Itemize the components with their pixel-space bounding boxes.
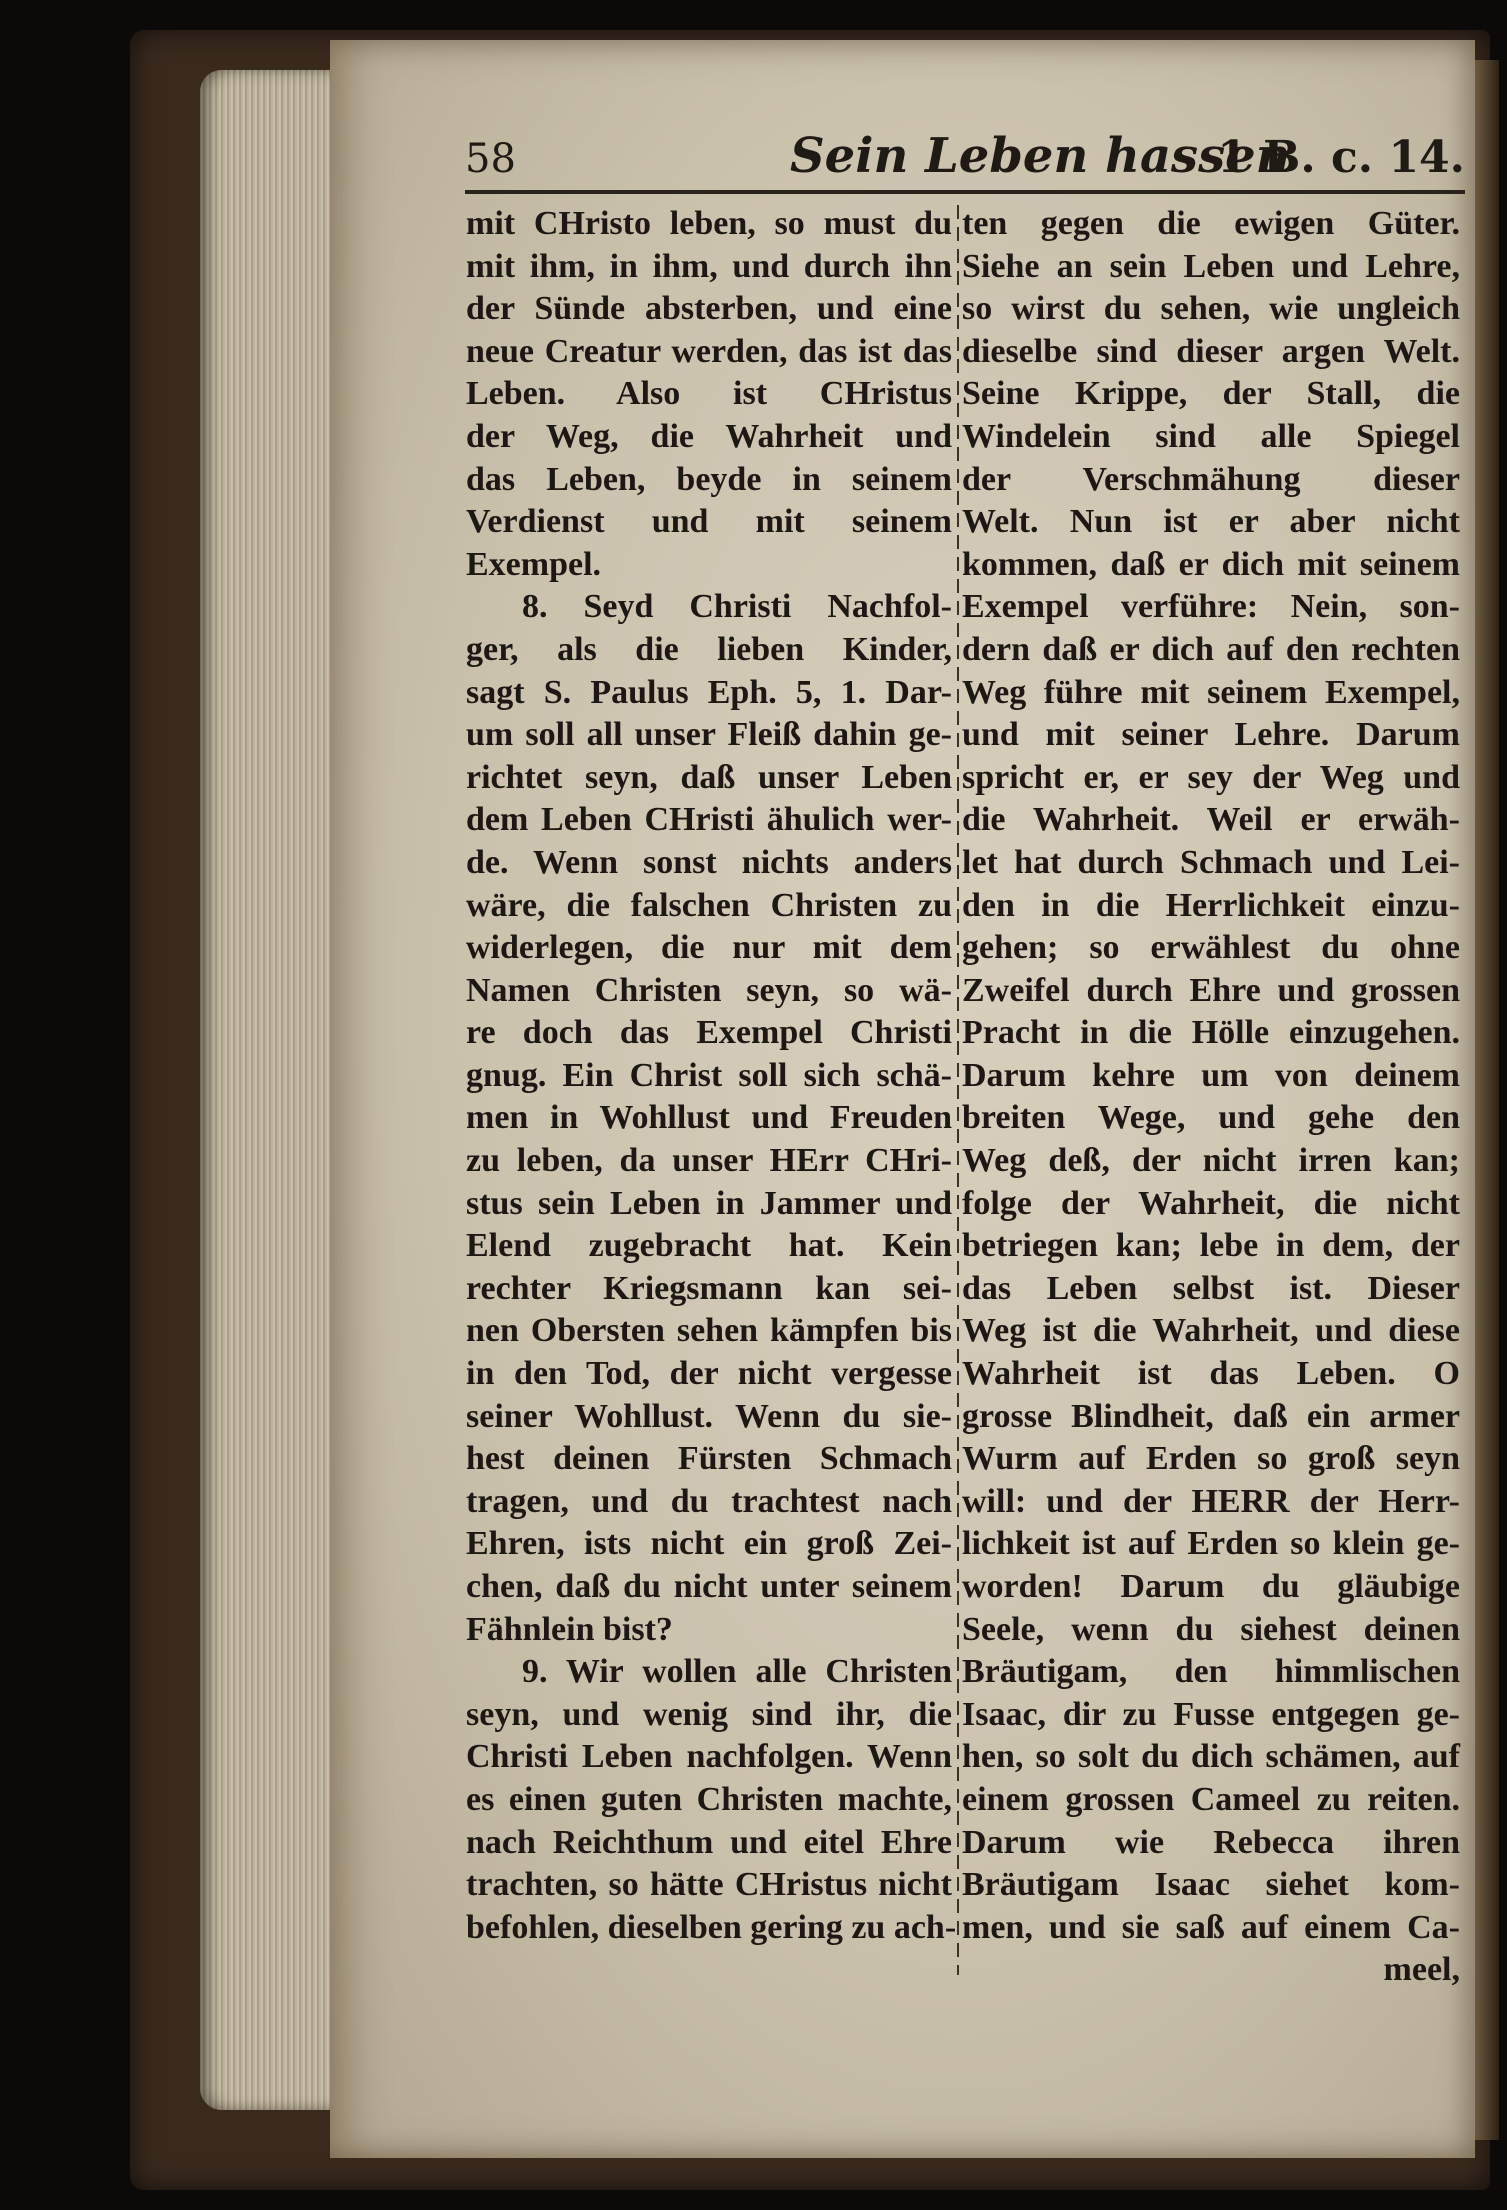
text-line: dieselbe sind dieser argen Welt. (962, 332, 1460, 370)
text-line: Bräutigam, den himmlischen (962, 1653, 1460, 1691)
text-line: Wahrheit ist das Leben. O (962, 1355, 1460, 1393)
text-line: dem Leben CHristi ähulich wer- (466, 801, 952, 839)
text-line: ten gegen die ewigen Güter. (962, 205, 1460, 242)
text-line: Seele, wenn du siehest deinen (962, 1610, 1460, 1648)
text-line: den in die Herrlichkeit einzu- (962, 886, 1460, 924)
text-line: der Sünde absterben, und eine (466, 290, 952, 328)
text-line: Fähnlein bist? (466, 1610, 673, 1648)
text-line: Bräutigam Isaac siehet kom- (962, 1866, 1460, 1904)
text-line: nen Obersten sehen kämpfen bis (466, 1312, 952, 1350)
text-line: rechter Kriegsmann kan sei- (466, 1269, 952, 1307)
text-line: betriegen kan; lebe in dem, der (962, 1227, 1460, 1265)
text-line: Verdienst und mit seinem (466, 503, 952, 541)
text-line: nach Reichthum und eitel Ehre (466, 1823, 952, 1861)
text-line: men, und sie saß auf einem Ca- (962, 1908, 1460, 1946)
right-column (962, 203, 1460, 1992)
text-line: Welt. Nun ist er aber nicht (962, 503, 1460, 541)
text-line: kommen, daß er dich mit seinem (962, 545, 1460, 583)
text-line: es einen guten Christen machte, (466, 1780, 952, 1818)
text-line: let hat durch Schmach und Lei- (962, 843, 1460, 881)
text-line: einem grossen Cameel zu reiten. (962, 1780, 1460, 1818)
text-line: Christi Leben nachfolgen. Wenn (466, 1738, 952, 1776)
text-line: men in Wohllust und Freuden (466, 1099, 952, 1137)
text-line: dern daß er dich auf den rechten (962, 630, 1460, 668)
text-line: so wirst du sehen, wie ungleich (962, 290, 1460, 328)
text-line: Elend zugebracht hat. Kein (466, 1227, 952, 1265)
text-line: chen, daß du nicht unter seinem (466, 1568, 952, 1605)
text-line: Exempel. (466, 545, 602, 583)
text-line: Pracht in die Hölle einzugehen. (962, 1014, 1460, 1052)
text-line: richtet seyn, daß unser Leben (466, 758, 952, 796)
text-line: 9. Wir wollen alle Christen (522, 1653, 952, 1691)
text-line: will: und der HERR der Herr- (962, 1482, 1460, 1520)
text-line: tragen, und du trachtest nach (466, 1482, 952, 1520)
text-line: trachten, so hätte CHristus nicht (466, 1866, 952, 1904)
text-line: folge der Wahrheit, die nicht (962, 1184, 1460, 1222)
text-line: in den Tod, der nicht vergesse (466, 1355, 952, 1393)
text-line: befohlen, dieselben gering zu ach- (466, 1908, 957, 1946)
text-line: das Leben, beyde in seinem (466, 460, 952, 498)
text-line: um soll all unser Fleiß dahin ge- (466, 716, 952, 754)
text-line: Darum kehre um von deinem (962, 1056, 1460, 1094)
text-line: de. Wenn sonst nichts anders (466, 843, 952, 881)
text-line: Namen Christen seyn, so wä- (466, 971, 952, 1009)
text-line: Weg deß, der nicht irren kan; (962, 1142, 1460, 1180)
text-line: Windelein sind alle Spiegel (962, 417, 1460, 455)
text-line: mit ihm, in ihm, und durch ihn (466, 247, 952, 285)
page-right-edge (1475, 60, 1499, 2140)
text-line: worden! Darum du gläubige (962, 1568, 1460, 1605)
text-line: breiten Wege, und gehe den (962, 1099, 1460, 1137)
text-line: Darum wie Rebecca ihren (962, 1823, 1460, 1861)
text-line: re doch das Exempel Christi (466, 1014, 952, 1052)
text-line: ger, als die lieben Kinder, (466, 630, 952, 668)
text-line: Zweifel durch Ehre und grossen (962, 971, 1460, 1009)
text-line: Weg ist die Wahrheit, und diese (962, 1312, 1460, 1350)
text-line: wäre, die falschen Christen zu (466, 886, 952, 924)
text-line: der Verschmähung dieser (962, 460, 1460, 498)
text-line: meel, (1383, 1951, 1460, 1989)
text-line: Isaac, dir zu Fusse entgegen ge- (962, 1695, 1460, 1733)
text-line: der Weg, die Wahrheit und (466, 417, 952, 455)
left-column (466, 203, 957, 1949)
text-line: das Leben selbst ist. Dieser (962, 1269, 1460, 1307)
text-line: seiner Wohllust. Wenn du sie- (466, 1397, 952, 1435)
text-line: widerlegen, die nur mit dem (466, 929, 952, 967)
text-line: Seine Krippe, der Stall, die (962, 375, 1460, 413)
text-line: Siehe an sein Leben und Lehre, (962, 247, 1460, 285)
text-line: sagt S. Paulus Eph. 5, 1. Dar- (466, 673, 952, 711)
text-line: grosse Blindheit, daß ein armer (962, 1397, 1460, 1435)
column-divider (957, 205, 959, 1975)
text-line: gnug. Ein Christ soll sich schä- (466, 1056, 952, 1094)
text-line: Wurm auf Erden so groß seyn (962, 1440, 1460, 1478)
page-edges (200, 70, 340, 2110)
text-line: lichkeit ist auf Erden so klein ge- (962, 1525, 1460, 1563)
text-line: Leben. Also ist CHristus (466, 375, 952, 413)
chapter-reference: 1 B. c. 14. (1217, 132, 1465, 183)
text-line: Weg führe mit seinem Exempel, (962, 673, 1460, 711)
text-line: stus sein Leben in Jammer und (466, 1184, 952, 1222)
running-header (465, 128, 1465, 188)
text-line: 8. Seyd Christi Nachfol- (522, 588, 952, 626)
text-line: Exempel verführe: Nein, son- (962, 588, 1460, 626)
text-line: zu leben, da unser HErr CHri- (466, 1142, 952, 1180)
text-line: spricht er, er sey der Weg und (962, 758, 1460, 796)
text-line: hen, so solt du dich schämen, auf (962, 1738, 1460, 1776)
text-line: hest deinen Fürsten Schmach (466, 1440, 952, 1478)
header-rule (465, 190, 1465, 194)
text-line: seyn, und wenig sind ihr, die (466, 1695, 952, 1733)
text-line: Ehren, ists nicht ein groß Zei- (466, 1525, 952, 1563)
text-line: die Wahrheit. Weil er erwäh- (962, 801, 1460, 839)
running-title: Sein Leben hassen (790, 128, 1291, 184)
text-line: und mit seiner Lehre. Darum (962, 716, 1460, 754)
text-line: neue Creatur werden, das ist das (466, 332, 952, 370)
text-line: mit CHristo leben, so must du (466, 205, 952, 242)
page-number: 58 (465, 136, 516, 182)
text-line: gehen; so erwählest du ohne (962, 929, 1460, 967)
